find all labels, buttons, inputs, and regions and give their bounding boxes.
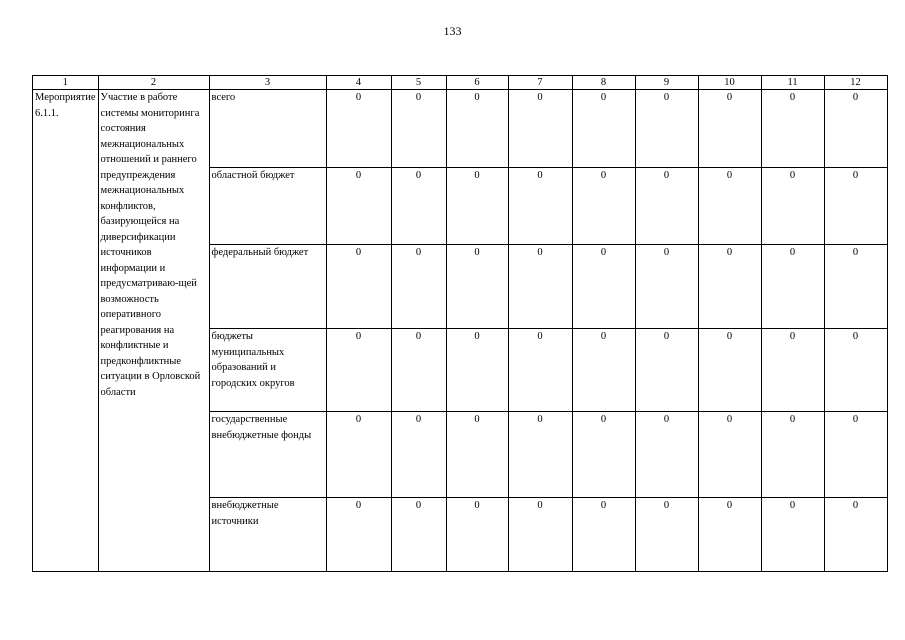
value-cell: 0 <box>698 329 761 412</box>
column-header: 8 <box>572 76 635 90</box>
value-cell: 0 <box>446 90 508 168</box>
value-cell: 0 <box>635 329 698 412</box>
value-cell: 0 <box>326 498 391 572</box>
value-cell: 0 <box>508 329 572 412</box>
funding-source-cell: бюджеты муниципальных образований и городских округов <box>209 329 326 412</box>
value-cell: 0 <box>824 90 887 168</box>
value-cell: 0 <box>761 498 824 572</box>
value-cell: 0 <box>326 245 391 329</box>
value-cell: 0 <box>635 168 698 245</box>
value-cell: 0 <box>635 90 698 168</box>
value-cell: 0 <box>508 168 572 245</box>
value-cell: 0 <box>698 168 761 245</box>
value-cell: 0 <box>446 245 508 329</box>
value-cell: 0 <box>326 168 391 245</box>
table-row <box>33 90 888 168</box>
column-header: 9 <box>635 76 698 90</box>
value-cell: 0 <box>572 498 635 572</box>
value-cell: 0 <box>824 245 887 329</box>
value-cell: 0 <box>824 329 887 412</box>
value-cell: 0 <box>572 329 635 412</box>
column-header: 2 <box>98 76 209 90</box>
value-cell: 0 <box>572 168 635 245</box>
value-cell: 0 <box>761 329 824 412</box>
column-header: 10 <box>698 76 761 90</box>
page-number: 133 <box>443 24 462 38</box>
column-header: 12 <box>824 76 887 90</box>
value-cell: 0 <box>446 168 508 245</box>
value-cell: 0 <box>446 329 508 412</box>
value-cell: 0 <box>326 329 391 412</box>
measure-description-cell: Участие в работе системы мониторинга состояния межнациональных отношений и раннего предупреждения межнациональных конфликтов, базирующейся на диверсификации источников информации и предусматриваю-щей возможность оперативного реагирования на конфликтные и предконфликтные ситуации в Орловской области <box>98 90 209 572</box>
value-cell: 0 <box>326 90 391 168</box>
value-cell: 0 <box>761 90 824 168</box>
column-header: 7 <box>508 76 572 90</box>
value-cell: 0 <box>824 498 887 572</box>
value-cell: 0 <box>824 168 887 245</box>
value-cell: 0 <box>446 412 508 498</box>
value-cell: 0 <box>824 412 887 498</box>
value-cell: 0 <box>391 412 446 498</box>
value-cell: 0 <box>635 412 698 498</box>
value-cell: 0 <box>572 412 635 498</box>
value-cell: 0 <box>761 412 824 498</box>
value-cell: 0 <box>698 412 761 498</box>
value-cell: 0 <box>391 245 446 329</box>
value-cell: 0 <box>761 245 824 329</box>
measure-cell: Мероприятие 6.1.1. <box>33 90 99 572</box>
value-cell: 0 <box>635 498 698 572</box>
column-header: 5 <box>391 76 446 90</box>
column-header: 4 <box>326 76 391 90</box>
value-cell: 0 <box>635 245 698 329</box>
value-cell: 0 <box>391 168 446 245</box>
value-cell: 0 <box>698 498 761 572</box>
column-header: 3 <box>209 76 326 90</box>
value-cell: 0 <box>761 168 824 245</box>
value-cell: 0 <box>508 498 572 572</box>
funding-source-cell: областной бюджет <box>209 168 326 245</box>
value-cell: 0 <box>446 498 508 572</box>
value-cell: 0 <box>508 412 572 498</box>
value-cell: 0 <box>326 412 391 498</box>
header-row <box>33 76 888 90</box>
value-cell: 0 <box>391 498 446 572</box>
value-cell: 0 <box>391 329 446 412</box>
funding-source-cell: государственные внебюджетные фонды <box>209 412 326 498</box>
program-table <box>32 75 888 572</box>
column-header: 1 <box>33 76 99 90</box>
value-cell: 0 <box>508 245 572 329</box>
column-header: 11 <box>761 76 824 90</box>
funding-source-cell: федеральный бюджет <box>209 245 326 329</box>
value-cell: 0 <box>698 245 761 329</box>
value-cell: 0 <box>698 90 761 168</box>
funding-source-cell: всего <box>209 90 326 168</box>
column-header: 6 <box>446 76 508 90</box>
value-cell: 0 <box>508 90 572 168</box>
value-cell: 0 <box>572 245 635 329</box>
value-cell: 0 <box>572 90 635 168</box>
funding-source-cell: внебюджетные источники <box>209 498 326 572</box>
value-cell: 0 <box>391 90 446 168</box>
